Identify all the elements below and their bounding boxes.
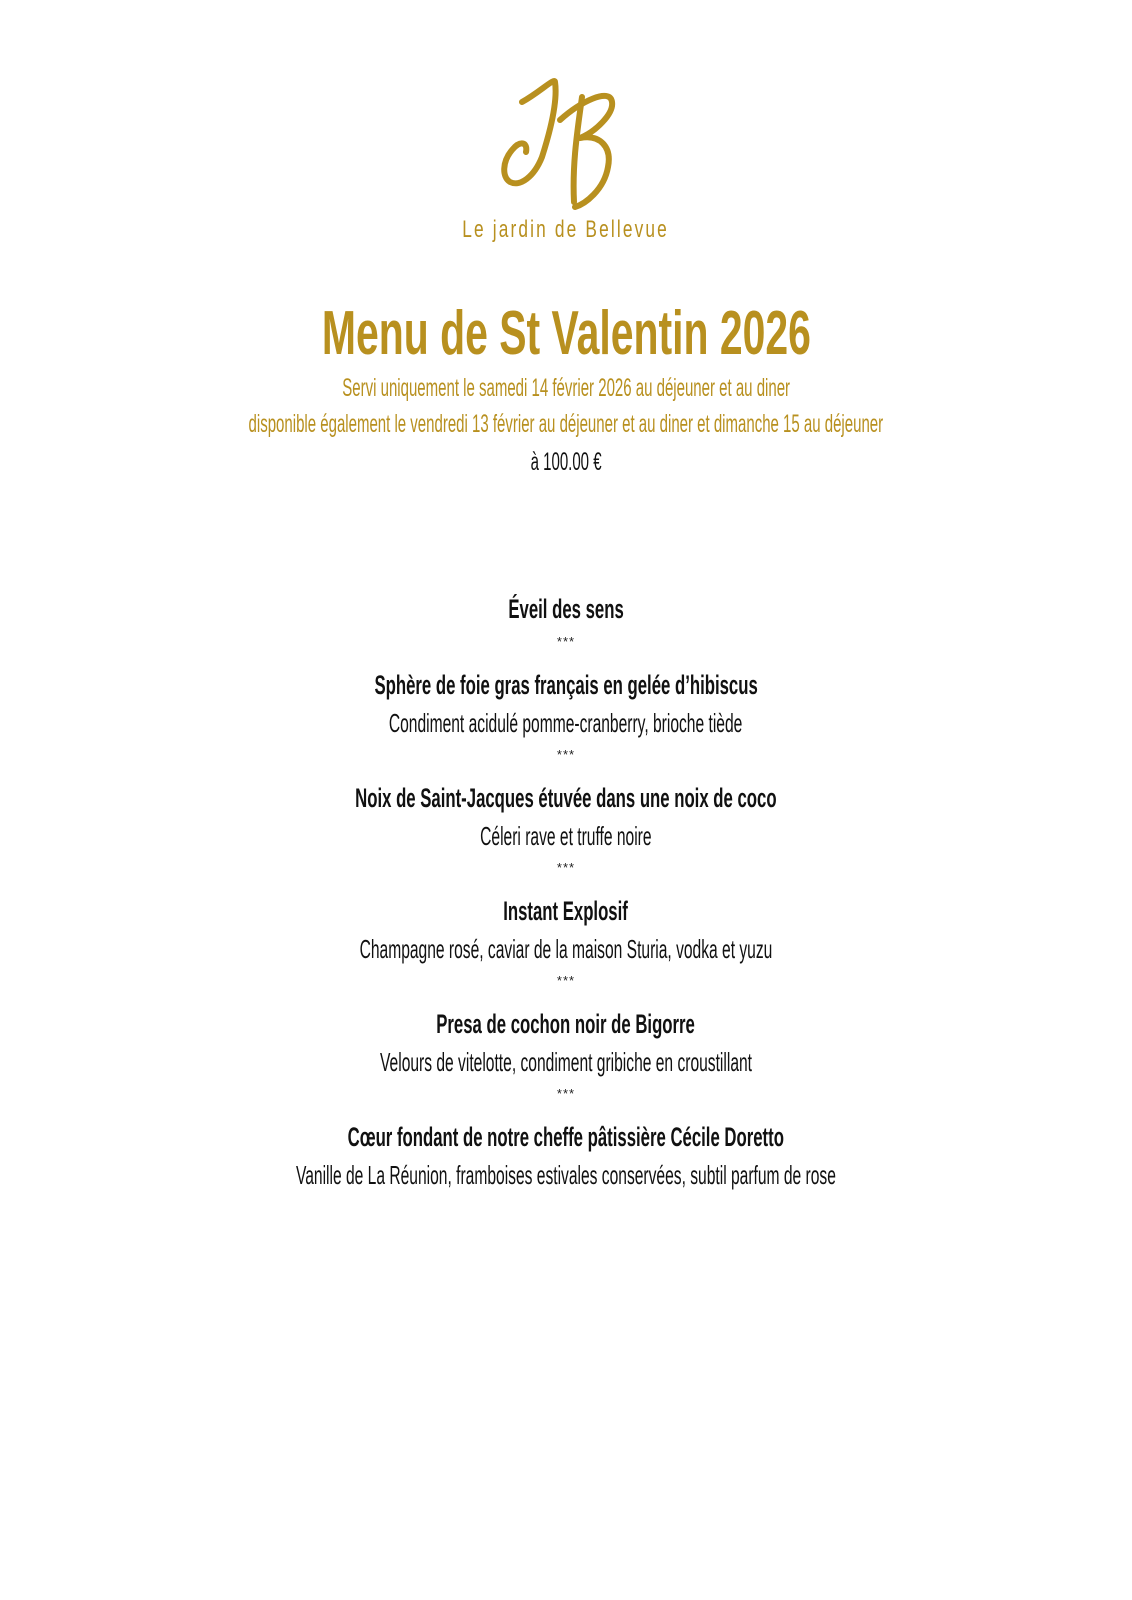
- subtitle-line-1: [0, 374, 1132, 403]
- course-name: [0, 670, 1132, 701]
- course-description: [0, 708, 1132, 739]
- brand-name: [0, 216, 1132, 244]
- course-description: [0, 821, 1132, 852]
- course-name-text: Éveil des sens: [508, 594, 624, 624]
- course-name-text: Noix de Saint-Jacques étuvée dans une noix de coco: [355, 783, 777, 813]
- course-name-text: Instant Explosif: [503, 896, 629, 926]
- course-name: [0, 1009, 1132, 1040]
- course-description-text: Céleri rave et truffe noire: [480, 821, 652, 851]
- price-text: à 100.00 €: [530, 448, 602, 476]
- course-description-text: Velours de vitelotte, condiment gribiche en croustillant: [379, 1047, 752, 1077]
- course-name: [0, 896, 1132, 927]
- course-description-text: Condiment acidulé pomme-cranberry, brioche tiède: [389, 708, 743, 738]
- separator: ***: [556, 860, 576, 875]
- course-name: [0, 783, 1132, 814]
- separator: ***: [556, 634, 576, 649]
- jb-monogram-icon: [500, 72, 630, 217]
- course-name-text: Presa de cochon noir de Bigorre: [436, 1009, 696, 1039]
- separator: ***: [556, 973, 576, 988]
- course-description: [0, 934, 1132, 965]
- course-name: [0, 594, 1132, 625]
- page-title-text: Menu de St Valentin 2026: [321, 299, 811, 368]
- subtitle-line-1-text: Servi uniquement le samedi 14 février 2026 au déjeuner et au diner: [342, 374, 790, 402]
- course-description: [0, 1047, 1132, 1078]
- brand-name-text: Le jardin de Bellevue: [462, 216, 670, 243]
- separator: ***: [556, 747, 576, 762]
- price: [0, 448, 1132, 477]
- course-name-text: Sphère de foie gras français en gelée d’hibiscus: [374, 670, 758, 700]
- subtitle-line-2-text: disponible également le vendredi 13 février au déjeuner et au diner et dimanche 15 au déjeuner: [248, 410, 884, 438]
- course-name-text: Cœur fondant de notre cheffe pâtissière Cécile Doretto: [347, 1122, 785, 1152]
- separator: ***: [556, 1086, 576, 1101]
- course-description-text: Vanille de La Réunion, framboises estivales conservées, subtil parfum de rose: [296, 1160, 836, 1190]
- page-title: [0, 298, 1132, 369]
- subtitle-line-2: [0, 410, 1132, 439]
- course-description-text: Champagne rosé, caviar de la maison Sturia, vodka et yuzu: [359, 934, 773, 964]
- course-name: [0, 1122, 1132, 1153]
- course-description: [0, 1160, 1132, 1191]
